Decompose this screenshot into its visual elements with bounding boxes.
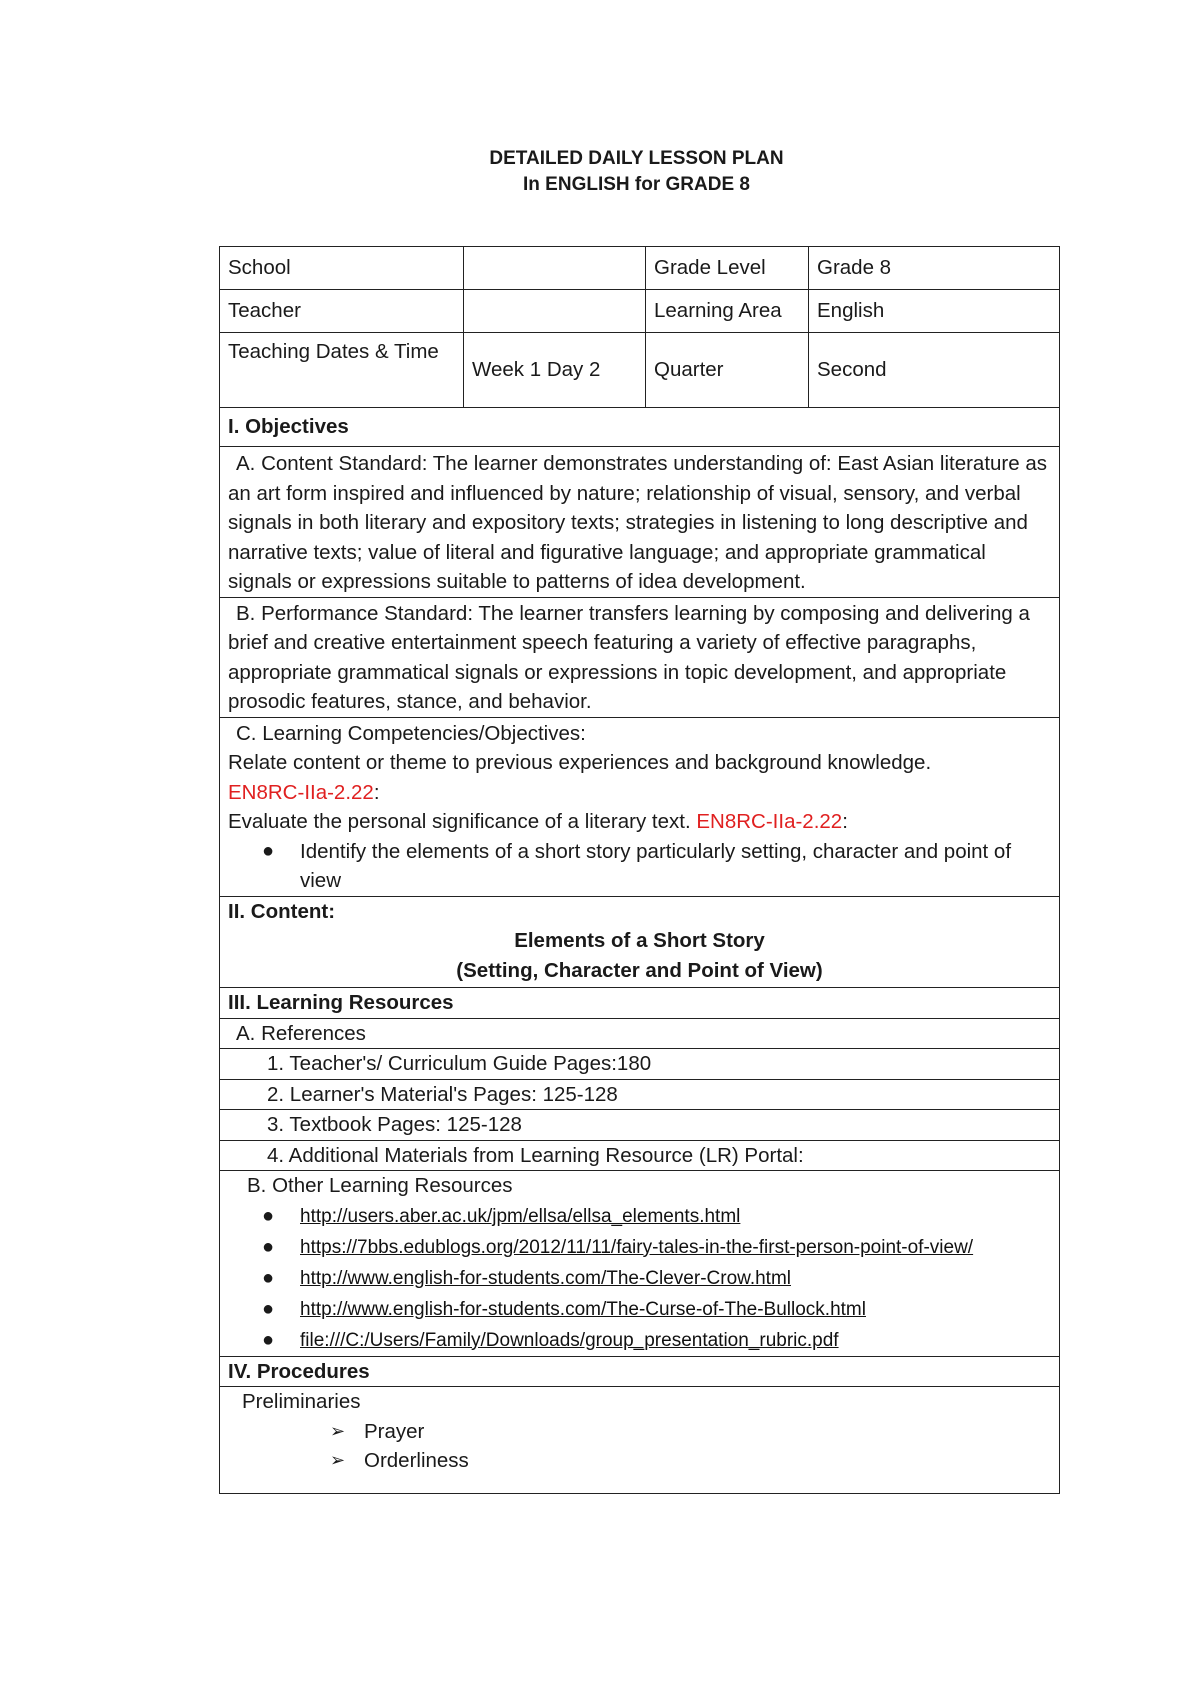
other-resources-label: B. Other Learning Resources xyxy=(247,1174,513,1197)
ref-1: 1. Teacher's/ Curriculum Guide Pages:180 xyxy=(220,1049,1060,1080)
list-item xyxy=(262,1232,1051,1263)
bullet-dot-icon: ● xyxy=(262,1328,275,1351)
list-item xyxy=(262,1294,1051,1325)
objectives-heading: I. Objectives xyxy=(220,408,1060,447)
content-standard-text: A. Content Standard: The learner demonstrates understanding of: East Asian literature as an art form inspired and influenced by nature; relationship of visual, sensory, and verbal signals in both literary and expository texts; strategies in listening to long descriptive and narrative texts; value of literal and figurative language; and appropriate grammatical signals or expressions suitable to patterns of idea development. xyxy=(228,452,1047,593)
document-title: DETAILED DAILY LESSON PLAN xyxy=(489,148,784,169)
bullet-dot-icon: ● xyxy=(262,1235,275,1258)
content-topic-line2: (Setting, Character and Point of View) xyxy=(456,958,823,982)
page-title xyxy=(0,146,1200,198)
preliminaries-list xyxy=(228,1417,1051,1476)
bullet-dot-icon: ● xyxy=(262,839,275,862)
competency-bullets xyxy=(228,837,1051,896)
teacher-label: Teacher xyxy=(220,290,464,333)
grade-level-value: Grade 8 xyxy=(809,247,1060,290)
ref-row-1 xyxy=(220,1049,1060,1080)
list-item xyxy=(262,837,1051,896)
lesson-plan-table xyxy=(219,246,1060,1494)
competencies-heading: C. Learning Competencies/Objectives: xyxy=(236,721,586,745)
list-item xyxy=(262,1263,1051,1294)
quarter-label: Quarter xyxy=(646,333,809,408)
info-row-school xyxy=(220,247,1060,290)
resource-link-1[interactable]: http://users.aber.ac.uk/jpm/ellsa/ellsa_elements.html xyxy=(300,1205,741,1227)
learning-area-value: English xyxy=(809,290,1060,333)
ref-row-2 xyxy=(220,1079,1060,1110)
arrow-bullet-icon: ➢ xyxy=(330,1420,346,1441)
procedures-heading: IV. Procedures xyxy=(220,1356,1060,1387)
resources-heading: III. Learning Resources xyxy=(220,988,1060,1019)
dates-value: Week 1 Day 2 xyxy=(464,333,646,408)
school-value xyxy=(464,247,646,290)
ref-2: 2. Learner's Material's Pages: 125-128 xyxy=(220,1079,1060,1110)
list-item xyxy=(262,1201,1051,1232)
content-heading: II. Content: xyxy=(228,899,336,923)
resource-link-4[interactable]: http://www.english-for-students.com/The-Curse-of-The-Bullock.html xyxy=(300,1298,866,1320)
list-item xyxy=(330,1417,1051,1447)
info-row-teacher xyxy=(220,290,1060,333)
grade-level-label: Grade Level xyxy=(646,247,809,290)
content-row xyxy=(220,896,1060,988)
quarter-value: Second xyxy=(809,333,1060,408)
bullet-dot-icon: ● xyxy=(262,1297,275,1320)
content-standard-row xyxy=(220,447,1060,598)
references-label: A. References xyxy=(220,1018,1060,1049)
learning-area-label: Learning Area xyxy=(646,290,809,333)
performance-standard-row xyxy=(220,597,1060,717)
arrow-bullet-icon: ➢ xyxy=(330,1450,346,1470)
competency-1-code: EN8RC-IIa-2.22 xyxy=(228,780,374,804)
resource-link-5[interactable]: file:///C:/Users/Family/Downloads/group_presentation_rubric.pdf xyxy=(300,1329,839,1351)
school-label: School xyxy=(220,247,464,290)
other-resources-row xyxy=(220,1171,1060,1357)
info-row-dates xyxy=(220,333,1060,408)
competency-1-suffix: : xyxy=(373,780,380,804)
objectives-heading-row xyxy=(220,408,1060,447)
resources-heading-row xyxy=(220,988,1060,1019)
competency-2-text: Evaluate the personal significance of a literary text. xyxy=(228,810,691,833)
dates-label: Teaching Dates & Time xyxy=(220,333,464,408)
teacher-value xyxy=(464,290,646,333)
preliminaries-label: Preliminaries xyxy=(242,1390,361,1413)
list-item xyxy=(262,1325,1051,1356)
procedures-heading-row xyxy=(220,1356,1060,1387)
competency-2-code: EN8RC-IIa-2.22 xyxy=(696,810,843,833)
content-topic-line1: Elements of a Short Story xyxy=(514,929,765,952)
ref-row-3 xyxy=(220,1110,1060,1141)
references-row xyxy=(220,1018,1060,1049)
resource-links xyxy=(228,1201,1051,1356)
competencies-row xyxy=(220,717,1060,896)
preliminary-item: Orderliness xyxy=(364,1449,469,1472)
document-subtitle: In ENGLISH for GRADE 8 xyxy=(523,174,750,195)
ref-3: 3. Textbook Pages: 125-128 xyxy=(220,1110,1060,1141)
preliminary-item: Prayer xyxy=(364,1419,425,1443)
bullet-dot-icon: ● xyxy=(262,1266,275,1289)
competency-2-suffix: : xyxy=(842,810,848,833)
list-item xyxy=(330,1446,1051,1476)
performance-standard-text: B. Performance Standard: The learner transfers learning by composing and delivering a brief and creative entertainment speech featuring a variety of effective paragraphs, appropriate grammatical signals or expressions in topic development, and appropriate prosodic features, stance, and behavior. xyxy=(228,601,1030,713)
procedures-body-row xyxy=(220,1387,1060,1494)
ref-row-4 xyxy=(220,1140,1060,1171)
ref-4: 4. Additional Materials from Learning Resource (LR) Portal: xyxy=(220,1140,1060,1171)
competency-1 xyxy=(228,748,1051,807)
bullet-dot-icon: ● xyxy=(262,1204,275,1227)
competency-bullet-text: Identify the elements of a short story particularly setting, character and point of view xyxy=(300,839,1012,892)
resource-link-2[interactable]: https://7bbs.edublogs.org/2012/11/11/fairy-tales-in-the-first-person-point-of-view/ xyxy=(300,1236,974,1258)
resource-link-3[interactable]: http://www.english-for-students.com/The-Clever-Crow.html xyxy=(300,1267,791,1289)
competency-1-text: Relate content or theme to previous experiences and background knowledge. xyxy=(228,751,932,774)
competency-2 xyxy=(228,807,1051,837)
